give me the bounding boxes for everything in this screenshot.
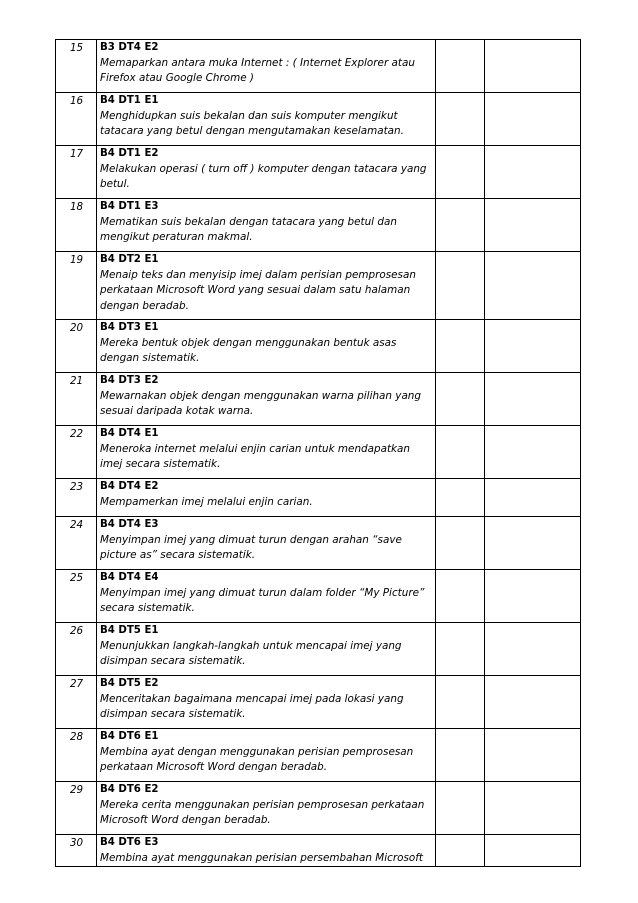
row-number: 20 (70, 322, 84, 334)
row-number-cell (56, 320, 97, 373)
table-row (56, 373, 581, 426)
evidence-description: Menceritakan bagaimana mencapai imej pada lokasi yang disimpan secara sistematik. (100, 692, 404, 721)
remark-cell[interactable] (485, 676, 581, 729)
table-row (56, 320, 581, 373)
table-row (56, 93, 581, 146)
row-number-cell (56, 93, 97, 146)
remark-cell[interactable] (485, 782, 581, 835)
table-row (56, 199, 581, 252)
evidence-description: Memaparkan antara muka Internet : ( Internet Explorer atau Firefox atau Google Chrome ) (100, 56, 415, 85)
standard-code: B4 DT3 E2 (100, 375, 159, 386)
description-cell (97, 570, 436, 623)
standard-code: B4 DT4 E4 (100, 572, 159, 583)
table-row (56, 426, 581, 479)
evidence-description: Mereka bentuk objek dengan menggunakan bentuk asas dengan sistematik. (100, 336, 397, 365)
row-number-cell (56, 623, 97, 676)
table-row (56, 623, 581, 676)
standard-code: B4 DT6 E1 (100, 731, 159, 742)
row-number-cell (56, 199, 97, 252)
row-number: 28 (70, 731, 84, 743)
row-number: 26 (70, 625, 84, 637)
row-number-cell (56, 570, 97, 623)
check-cell[interactable] (436, 373, 485, 426)
row-number: 19 (70, 254, 84, 266)
remark-cell[interactable] (485, 146, 581, 199)
evidence-description: Menaip teks dan menyisip imej dalam perisian pemprosesan perkataan Microsoft Word yang sesuai dalam satu halaman dengan beradab. (100, 268, 416, 313)
description-cell (97, 835, 436, 867)
description-cell (97, 199, 436, 252)
row-number: 24 (70, 519, 84, 531)
row-number: 17 (70, 148, 84, 160)
table-row (56, 479, 581, 517)
description-cell (97, 676, 436, 729)
check-cell[interactable] (436, 623, 485, 676)
check-cell[interactable] (436, 570, 485, 623)
description-cell (97, 252, 436, 320)
row-number: 27 (70, 678, 84, 690)
remark-cell[interactable] (485, 40, 581, 93)
remark-cell[interactable] (485, 252, 581, 320)
standard-code: B4 DT1 E1 (100, 95, 159, 106)
description-cell (97, 373, 436, 426)
row-number: 23 (70, 481, 84, 493)
description-cell (97, 320, 436, 373)
standard-code: B4 DT5 E2 (100, 678, 159, 689)
check-cell[interactable] (436, 479, 485, 517)
table-row (56, 146, 581, 199)
table-row (56, 835, 581, 867)
evidence-description: Menunjukkan langkah-langkah untuk mencapai imej yang disimpan secara sistematik. (100, 639, 402, 668)
standard-code: B4 DT4 E3 (100, 519, 159, 530)
table-row (56, 252, 581, 320)
standard-code: B4 DT6 E2 (100, 784, 159, 795)
evidence-description: Mematikan suis bekalan dengan tatacara yang betul dan mengikut peraturan makmal. (100, 215, 397, 244)
standard-code: B4 DT3 E1 (100, 322, 159, 333)
standard-code: B4 DT5 E1 (100, 625, 159, 636)
check-cell[interactable] (436, 146, 485, 199)
check-cell[interactable] (436, 252, 485, 320)
remark-cell[interactable] (485, 623, 581, 676)
evidence-description: Menyimpan imej yang dimuat turun dengan arahan “save picture as” secara sistematik. (100, 533, 402, 562)
evidence-description: Menghidupkan suis bekalan dan suis komputer mengikut tatacara yang betul dengan mengutamakan keselamatan. (100, 109, 404, 138)
row-number: 21 (70, 375, 84, 387)
description-cell (97, 729, 436, 782)
table-row (56, 40, 581, 93)
table-row (56, 676, 581, 729)
description-cell (97, 93, 436, 146)
row-number: 18 (70, 201, 84, 213)
row-number-cell (56, 426, 97, 479)
standard-code: B4 DT2 E1 (100, 254, 159, 265)
standard-code: B4 DT1 E3 (100, 201, 159, 212)
row-number: 25 (70, 572, 84, 584)
row-number: 30 (70, 837, 84, 849)
remark-cell[interactable] (485, 93, 581, 146)
description-cell (97, 146, 436, 199)
row-number-cell (56, 252, 97, 320)
check-cell[interactable] (436, 40, 485, 93)
row-number-cell (56, 40, 97, 93)
description-cell (97, 479, 436, 517)
remark-cell[interactable] (485, 835, 581, 867)
remark-cell[interactable] (485, 199, 581, 252)
remark-cell[interactable] (485, 729, 581, 782)
row-number-cell (56, 835, 97, 867)
row-number-cell (56, 729, 97, 782)
check-cell[interactable] (436, 782, 485, 835)
evidence-description: Mempamerkan imej melalui enjin carian. (100, 495, 313, 508)
row-number-cell (56, 517, 97, 570)
evidence-description: Meneroka internet melalui enjin carian untuk mendapatkan imej secara sistematik. (100, 442, 411, 471)
row-number-cell (56, 782, 97, 835)
table-row (56, 517, 581, 570)
table-body (56, 40, 581, 867)
check-cell[interactable] (436, 676, 485, 729)
check-cell[interactable] (436, 426, 485, 479)
evidence-description: Mereka cerita menggunakan perisian pemprosesan perkataan Microsoft Word dengan beradab. (100, 798, 425, 827)
row-number: 29 (70, 784, 84, 796)
description-cell (97, 426, 436, 479)
evidence-description: Membina ayat menggunakan perisian persembahan Microsoft (100, 851, 423, 864)
row-number-cell (56, 676, 97, 729)
check-cell[interactable] (436, 93, 485, 146)
assessment-table (55, 39, 581, 867)
standard-code: B3 DT4 E2 (100, 42, 159, 53)
row-number: 15 (70, 42, 84, 54)
table-row (56, 570, 581, 623)
row-number: 16 (70, 95, 84, 107)
remark-cell[interactable] (485, 373, 581, 426)
description-cell (97, 782, 436, 835)
check-cell[interactable] (436, 835, 485, 867)
table-row (56, 729, 581, 782)
standard-code: B4 DT4 E2 (100, 481, 159, 492)
row-number-cell (56, 146, 97, 199)
remark-cell[interactable] (485, 426, 581, 479)
check-cell[interactable] (436, 729, 485, 782)
remark-cell[interactable] (485, 570, 581, 623)
row-number-cell (56, 479, 97, 517)
remark-cell[interactable] (485, 517, 581, 570)
evidence-description: Membina ayat dengan menggunakan perisian pemprosesan perkataan Microsoft Word dengan beradab. (100, 745, 414, 774)
standard-code: B4 DT4 E1 (100, 428, 159, 439)
remark-cell[interactable] (485, 479, 581, 517)
evidence-description: Melakukan operasi ( turn off ) komputer dengan tatacara yang betul. (100, 162, 427, 191)
description-cell (97, 623, 436, 676)
row-number: 22 (70, 428, 84, 440)
evidence-description: Mewarnakan objek dengan menggunakan warna pilihan yang sesuai daripada kotak warna. (100, 389, 421, 418)
check-cell[interactable] (436, 199, 485, 252)
description-cell (97, 517, 436, 570)
remark-cell[interactable] (485, 320, 581, 373)
evidence-description: Menyimpan imej yang dimuat turun dalam folder “My Picture” secara sistematik. (100, 586, 425, 615)
table-row (56, 782, 581, 835)
check-cell[interactable] (436, 517, 485, 570)
standard-code: B4 DT6 E3 (100, 837, 159, 848)
standard-code: B4 DT1 E2 (100, 148, 159, 159)
row-number-cell (56, 373, 97, 426)
description-cell (97, 40, 436, 93)
check-cell[interactable] (436, 320, 485, 373)
